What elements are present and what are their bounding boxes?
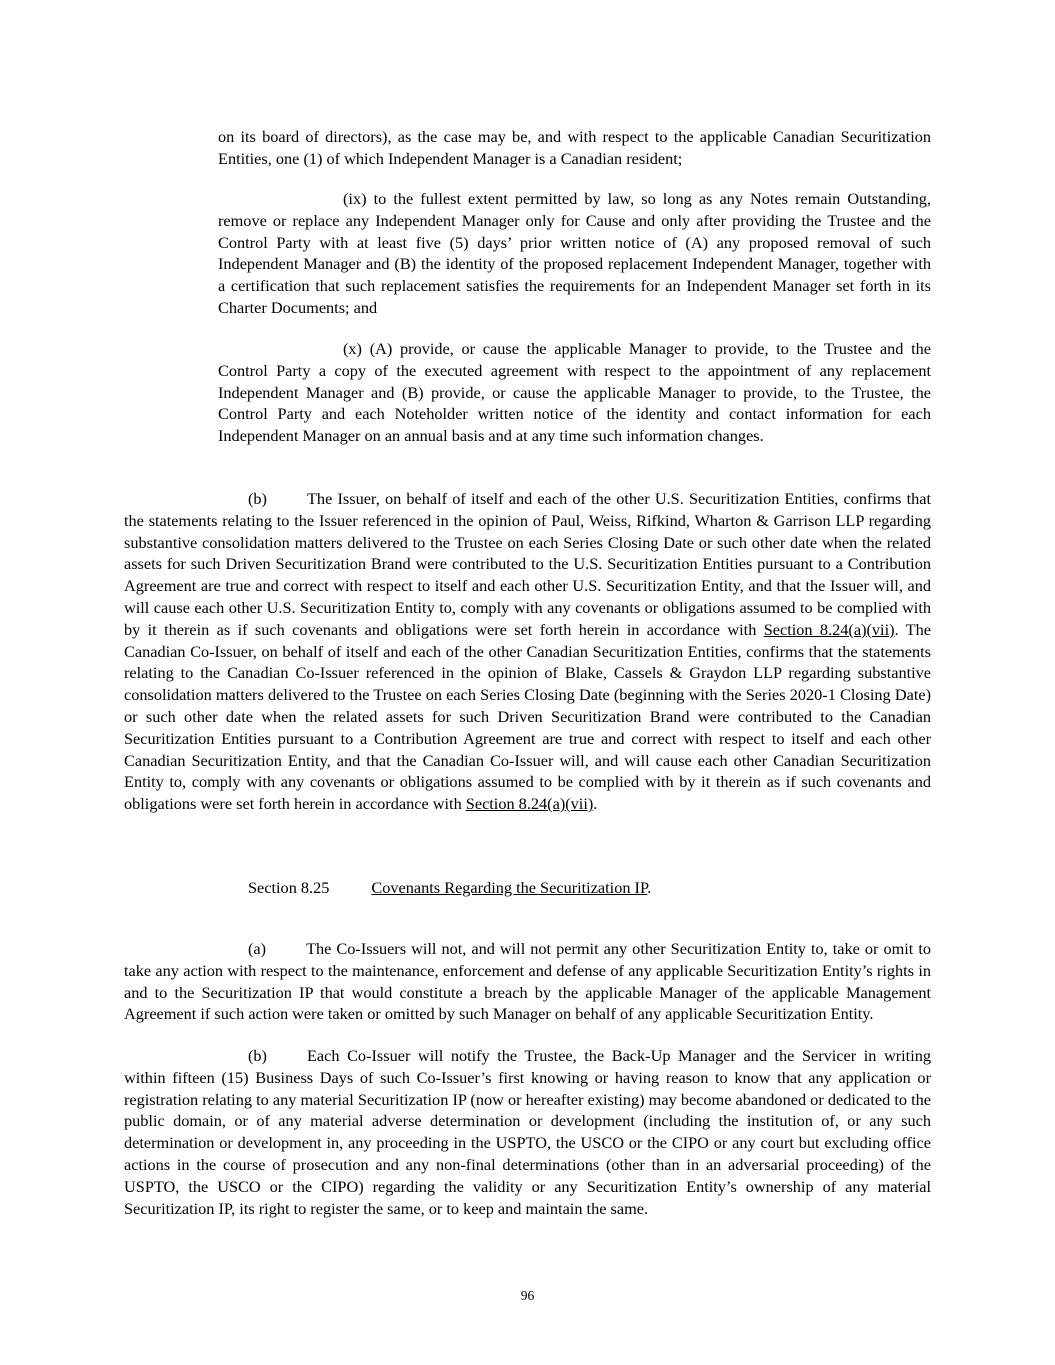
paragraph-text: on its board of directors), as the case may be, and with respect to the applicable Canadian Securitization Entities, one (1) of which Independent Manager is a Canadian resident; bbox=[218, 127, 931, 168]
paragraph-text: (A) provide, or cause the applicable Manager to provide, to the Trustee and the Control Party a copy of the executed agreement with respect to the appointment of any replacement Independent Manager and (B) provide, or cause the applicable Manager to provide, to the Trustee, the Control Party and each Noteholder written notice of the identity and contact information for each Independent Manager on an annual basis and at any time such information changes. bbox=[218, 339, 932, 446]
paragraph-text: The Co-Issuers will not, and will not permit any other Securitization Entity to, take or omit to take any action with respect to the maintenance, enforcement and defense of any applicable Securitization Entity’s rights in and to the Securitization IP that would constitute a breach by the applicable Manager of the applicable Management Agreement if such action were taken or omitted by such Manager on behalf of any applicable Securitization Entity. bbox=[124, 939, 931, 1024]
paragraph-b-securitization-entities bbox=[124, 488, 931, 815]
paragraph-text: to the fullest extent permitted by law, so long as any Notes remain Outstanding, remove or replace any Independent Manager only for Cause and only after providing the Trustee and the Control Party with at least five (5) days’ prior written notice of (A) any proposed removal of such Independent Manager and (B) the identity of the proposed replacement Independent Manager, together with a certification that such replacement satisfies the requirements for an Independent Manager set forth in its Charter Documents; and bbox=[218, 189, 932, 317]
clause-label: (b) bbox=[248, 1046, 267, 1065]
clause-label: (ix) bbox=[343, 189, 367, 208]
paragraph-x bbox=[218, 338, 931, 447]
section-title-end: . bbox=[647, 878, 652, 897]
paragraph-ix bbox=[218, 188, 931, 319]
paragraph-text: . The Canadian Co-Issuer, on behalf of itself and each of the other Canadian Securitization Entities, confirms that the statements relating to the Canadian Co-Issuer referenced in the opinion of Blake, Cassels & Graydon LLP regarding substantive consolidation matters delivered to the Trustee on each Series Closing Date (beginning with the Series 2020-1 Closing Date) or such other date when the related assets for such Driven Securitization Brand were contributed to the Canadian Securitization Entities pursuant to a Contribution Agreement are true and correct with respect to itself and each other Canadian Securitization Entity, and that the Canadian Co-Issuer will, and will cause each other Canadian Securitization Entity to, comply with any covenants or obligations assumed to be complied with by it therein as if such covenants and obligations were set forth herein in accordance with bbox=[124, 619, 931, 814]
section-reference: Section 8.24(a)(vii) bbox=[763, 619, 895, 639]
clause-label: (b) bbox=[248, 489, 267, 508]
paragraph-a-securitization-ip bbox=[124, 938, 931, 1025]
section-number: Section 8.25 bbox=[248, 878, 330, 897]
paragraph-b-securitization-ip bbox=[124, 1045, 931, 1219]
clause-label: (a) bbox=[248, 939, 267, 958]
paragraph-text: The Issuer, on behalf of itself and each of the other U.S. Securitization Entities, confirms that the statements relating to the Issuer referenced in the opinion of Paul, Weiss, Rifkind, Wharton & Garrison LLP regarding substantive consolidation matters delivered to the Trustee on each Series Closing Date or such other date when the related assets for such Driven Securitization Brand were contributed to the U.S. Securitization Entities pursuant to a Contribution Agreement are true and correct with respect to itself and each other U.S. Securitization Entity, and that the Issuer will, and will cause each other U.S. Securitization Entity to, comply with any covenants or obligations assumed to be complied with by it therein as if such covenants and obligations were set forth herein in accordance with bbox=[124, 489, 931, 639]
section-title: Covenants Regarding the Securitization IP bbox=[371, 878, 648, 897]
section-heading bbox=[124, 877, 931, 899]
clause-label: (x) bbox=[343, 339, 362, 358]
section-reference: Section 8.24(a)(vii) bbox=[465, 794, 594, 814]
paragraph-continuation bbox=[218, 126, 931, 170]
paragraph-text: Each Co-Issuer will notify the Trustee, the Back-Up Manager and the Servicer in writing within fifteen (15) Business Days of such Co-Issuer’s first knowing or having reason to know that any application or registration relating to any material Securitization IP (now or hereafter existing) may become abandoned or dedicated to the public domain, or of any material adverse determination or development (including the institution of, or any such determination or development in, any proceeding in the USPTO, the USCO or the CIPO or any court but excluding office actions in the course of prosecution and any non-final determinations (other than in an adversarial proceeding) of the USPTO, the USCO or the CIPO) regarding the validity or any Securitization Entity’s ownership of any material Securitization IP, its right to register the same, or to keep and maintain the same. bbox=[124, 1046, 931, 1218]
page-number: 96 bbox=[520, 1288, 535, 1303]
paragraph-text: . bbox=[593, 794, 598, 814]
